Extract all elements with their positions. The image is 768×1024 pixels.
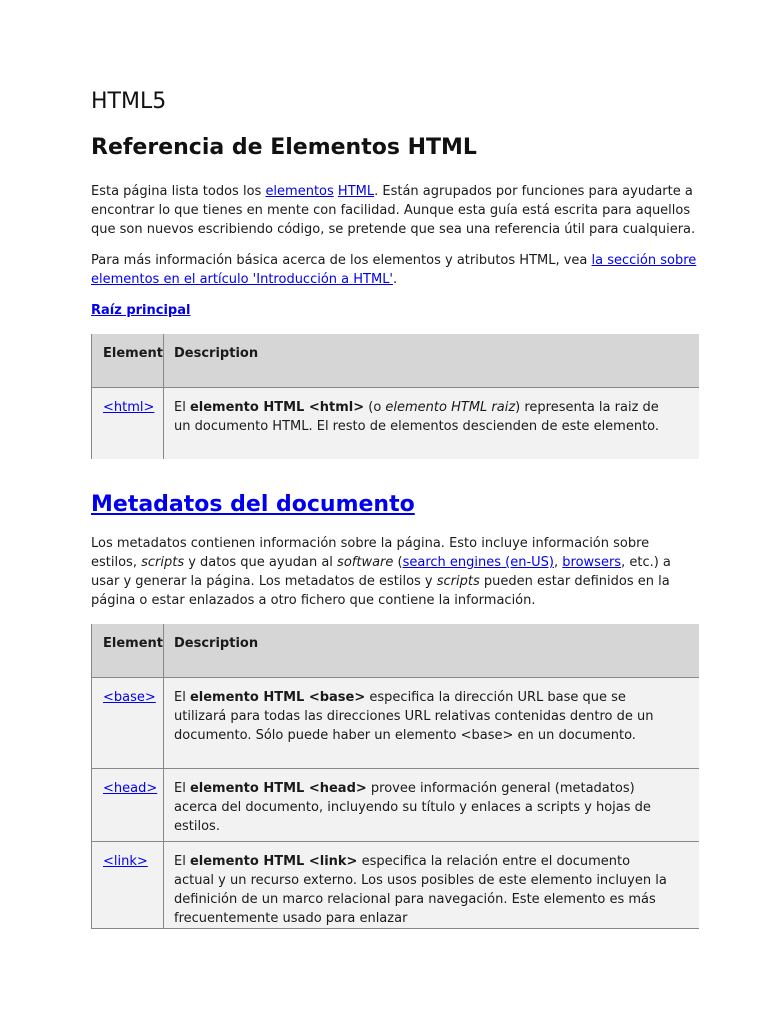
document-content bbox=[91, 88, 699, 929]
element-cell bbox=[92, 841, 164, 928]
header-description: Description bbox=[164, 334, 700, 387]
table-row bbox=[92, 768, 700, 841]
table-header-row bbox=[92, 624, 700, 677]
link-metadatos[interactable]: Metadatos del documento bbox=[91, 492, 415, 517]
meta-text: ( bbox=[393, 555, 403, 570]
desc-bold: elemento HTML <link> bbox=[189, 853, 358, 869]
element-link-head[interactable]: <head> bbox=[103, 780, 158, 796]
metadata-paragraph bbox=[91, 534, 699, 610]
description-cell bbox=[164, 387, 700, 459]
element-link-html[interactable]: <html> bbox=[103, 399, 155, 415]
description-cell bbox=[164, 677, 700, 768]
desc-text: especifica la dirección URL base que se utilizará para todas las direcciones URL relativas contenidas dentro de un documento. Sólo puede haber un elemento <base> en un documento. bbox=[174, 689, 654, 743]
page-title: Referencia de Elementos HTML bbox=[91, 135, 477, 160]
desc-text: El bbox=[174, 853, 190, 869]
desc-text: (o bbox=[364, 399, 386, 415]
desc-bold: elemento HTML <head> bbox=[189, 780, 367, 796]
element-cell bbox=[92, 387, 164, 459]
desc-bold: elemento HTML <base> bbox=[189, 689, 366, 705]
header-element: Element bbox=[92, 624, 164, 677]
element-link-link[interactable]: <link> bbox=[103, 853, 148, 869]
link-raiz-principal[interactable]: Raíz principal bbox=[91, 303, 191, 318]
doc-kicker: HTML5 bbox=[91, 89, 167, 114]
meta-italic: scripts bbox=[141, 555, 185, 570]
link-browsers[interactable]: browsers bbox=[562, 555, 622, 570]
table-header-row bbox=[92, 334, 700, 387]
desc-text: El bbox=[174, 689, 190, 705]
meta-italic: software bbox=[337, 555, 394, 570]
intro-text-1: Esta página lista todos los bbox=[91, 184, 266, 199]
table-row bbox=[92, 387, 700, 459]
more-text-1: Para más información básica acerca de los elementos y atributos HTML, vea bbox=[91, 253, 592, 268]
desc-text: El bbox=[174, 399, 190, 415]
more-info-paragraph bbox=[91, 251, 699, 289]
table-row bbox=[92, 677, 700, 768]
desc-text: El bbox=[174, 780, 190, 796]
desc-text: provee información general (metadatos) acerca del documento, incluyendo su título y enlaces a scripts y hojas de estilos. bbox=[174, 780, 651, 834]
more-text-2: . bbox=[393, 272, 398, 287]
desc-text: ) representa la raiz de un documento HTML. El resto de elementos descienden de este elemento. bbox=[174, 399, 660, 434]
element-cell bbox=[92, 677, 164, 768]
desc-bold: elemento HTML <html> bbox=[189, 399, 365, 415]
link-html[interactable]: HTML bbox=[337, 184, 375, 199]
link-search-engines[interactable]: search engines (en-US) bbox=[402, 555, 555, 570]
element-cell bbox=[92, 768, 164, 841]
section-title-metadatos bbox=[91, 490, 699, 520]
header-element: Element bbox=[92, 334, 164, 387]
meta-text: Los metadatos contienen información sobre la página. Esto incluye información sobre estilos, bbox=[91, 536, 650, 570]
header-description: Description bbox=[164, 624, 700, 677]
description-cell bbox=[164, 768, 700, 841]
intro-text-3: . Están agrupados por funciones para ayudarte a encontrar lo que tienes en mente con facilidad. Aunque esta guía está escrita para aquellos que son nuevos escribiendo código, se pretende que sea una referencia útil para cualquiera. bbox=[91, 184, 696, 237]
element-link-base[interactable]: <base> bbox=[103, 689, 156, 705]
desc-text: especifica la relación entre el documento actual y un recurso externo. Los usos posibles de este elemento incluyen la definición de un marco relacional para navegación. Este elemento es más frecuentemente usado para enlazar bbox=[174, 853, 667, 926]
link-intro-html-section[interactable]: la sección sobre elementos en el artículo 'Introducción a HTML' bbox=[91, 253, 697, 287]
root-element-table bbox=[91, 334, 699, 459]
desc-italic: elemento HTML raiz bbox=[385, 399, 516, 415]
meta-text: , bbox=[554, 555, 563, 570]
meta-text: , etc.) a usar y generar la página. Los metadatos de estilos y bbox=[91, 555, 671, 589]
meta-italic: scripts bbox=[436, 574, 480, 589]
link-elementos[interactable]: elementos bbox=[265, 184, 334, 199]
description-cell bbox=[164, 841, 700, 928]
metadata-elements-table bbox=[91, 624, 699, 929]
meta-text: pueden estar definidos en la página o estar enlazados a otro fichero que contiene la información. bbox=[91, 574, 670, 608]
intro-paragraph bbox=[91, 182, 699, 239]
table-row bbox=[92, 841, 700, 928]
meta-text: y datos que ayudan al bbox=[184, 555, 338, 570]
